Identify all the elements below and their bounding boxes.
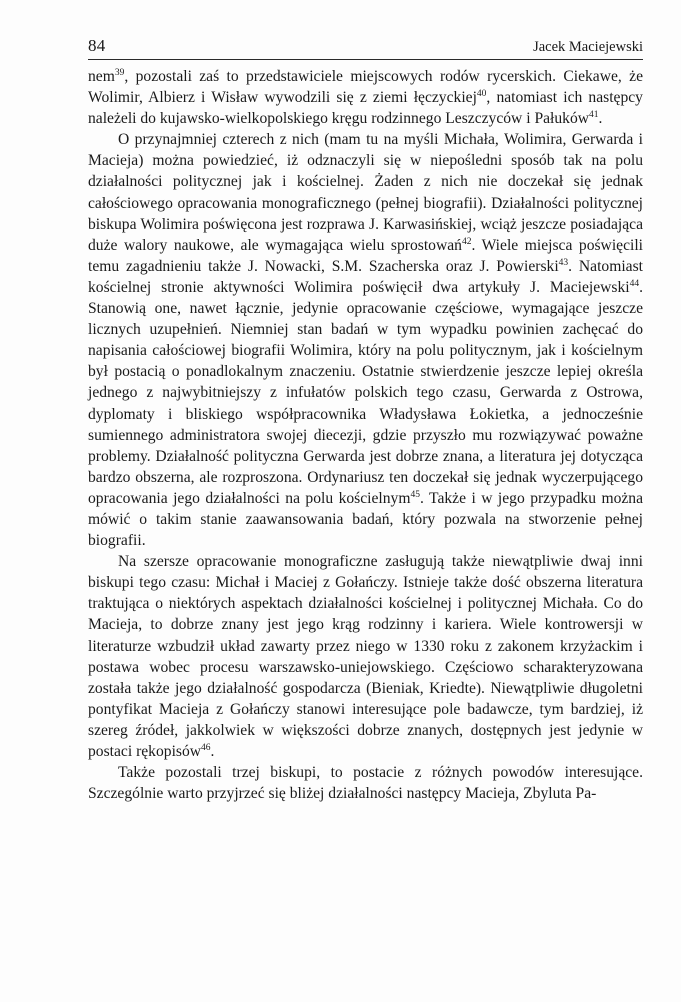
paragraph-text: . [210,743,215,760]
paragraph-text: Na szersze opracowanie monograficzne zasługują także niewątpliwie dwaj inni biskupi tego czasu: Michał i Maciej z Gołańczy. Istnieje także dość obszerna literatura traktująca o niektórych aspektach działalności kościelnej i politycznej Michała. Co do Macieja, to dobrze znany jest jego krąg rodzinny i kariera. Wiele kontrowersji w literaturze wzbudził układ zawarty przez niego w 1330 roku z zakonem krzyżackim i postawa wobec procesu warszawsko-uniejowskiego. Częściowo scharakteryzowana została także jego działalność gospodarcza (Bieniak, Kriedte). Niewątpliwie długoletni pontyfikat Macieja z Gołańczy stanowi interesujące pole badawcze, tym bardziej, iż szereg źródeł, jakkolwiek w większości dobrze znanych, dostępnych jest jedynie w postaci rękopisów [88,553,643,760]
footnote-marker: 44 [629,278,640,289]
paragraph [88,551,643,762]
footnote-marker: 42 [461,236,472,247]
header-rule [88,59,643,60]
page-number: 84 [88,36,106,55]
paragraph-text: . Także i w jego przypadku można mówić o takim stanie zaawansowania badań, który pozwala na stworzenie pełnej biografii. [88,489,644,550]
paragraph-text: . Wiele miejsca poświęcili temu zagadnieniu także J. Nowacki, S.M. Szacherska oraz J. Powierski [88,236,643,275]
footnote-marker: 45 [410,489,420,500]
paragraph [88,129,643,551]
paragraph [88,66,643,129]
footnote-marker: 41 [589,110,599,121]
paragraph-text: . [598,110,603,128]
footnote-marker: 40 [476,89,487,100]
footnote-marker: 46 [201,743,211,753]
footnote-marker: 43 [558,257,569,268]
paragraph-text: , natomiast ich następcy należeli do kujawsko-wielkopolskiego kręgu rodzinnego Leszczyców i Pałuków [88,89,643,128]
paragraph-text: O przynajmniej czterech z nich (mam tu na myśli Michała, Wolimira, Gerwarda i Macieja) można powiedzieć, iż odznaczyli się w niepośledni sposób tak na polu działalności politycznej jak i kościelnej. Żaden z nich nie doczekał się jednak całościowego opracowania monograficznego (pełnej biografii). Działalności politycznej biskupa Wolimira poświęcona jest rozprawa J. Karwasińskiej, wciąż jeszcze posiadająca duże walory naukowe, ale wymagająca wielu sprostowań [88,131,643,254]
paragraph-text: Także pozostali trzej biskupi, to postacie z różnych powodów interesujące. Szczególnie warto przyjrzeć się bliżej działalności następcy Macieja, Zbyluta Pa- [88,764,643,803]
paragraph [88,762,643,804]
footnote-marker: 39 [114,68,125,78]
paragraph-text: . Stanowią one, nawet łącznie, jedynie opracowanie częściowe, wymagające jeszcze licznych uzupełnień. Niemniej stan badań w tym wypadku powinien zachęcać do napisania całościowej biografii Wolimira, który na polu politycznym, jak i kościelnym był postacią o ponadlokalnym znaczeniu. Ostatnie stwierdzenie jeszcze lepiej określa jednego z najwybitniejszy z infułatów polskich tego czasu, Gerwarda z Ostrowa, dyplomaty i bliskiego współpracownika Władysława Łokietka, a jednocześnie sumiennego administratora swojej diecezji, gdzie przyszło mu rozwiązywać poważne problemy. Działalność polityczna Gerwarda jest dobrze znana, a literatura jej dotycząca bardzo obszerna, ale rozproszona. Ordynariusz ten doczekał się jednak wyczerpującego opracowania jego działalności na polu kościelnym [88,278,643,507]
body-text [88,66,643,804]
paragraph-text: . Natomiast kościelnej stronie aktywności Wolimira poświęcił dwa artykuły J. Maciejewski [88,257,643,296]
running-head-author: Jacek Maciejewski [533,39,643,55]
paragraph-text: , pozostali zaś to przedstawiciele miejscowych rodów rycerskich. Ciekawe, że Wolimir, Albierz i Wisław wywodzili się z ziemi łęczyckiej [88,68,643,107]
paragraph-text: nem [88,68,115,85]
